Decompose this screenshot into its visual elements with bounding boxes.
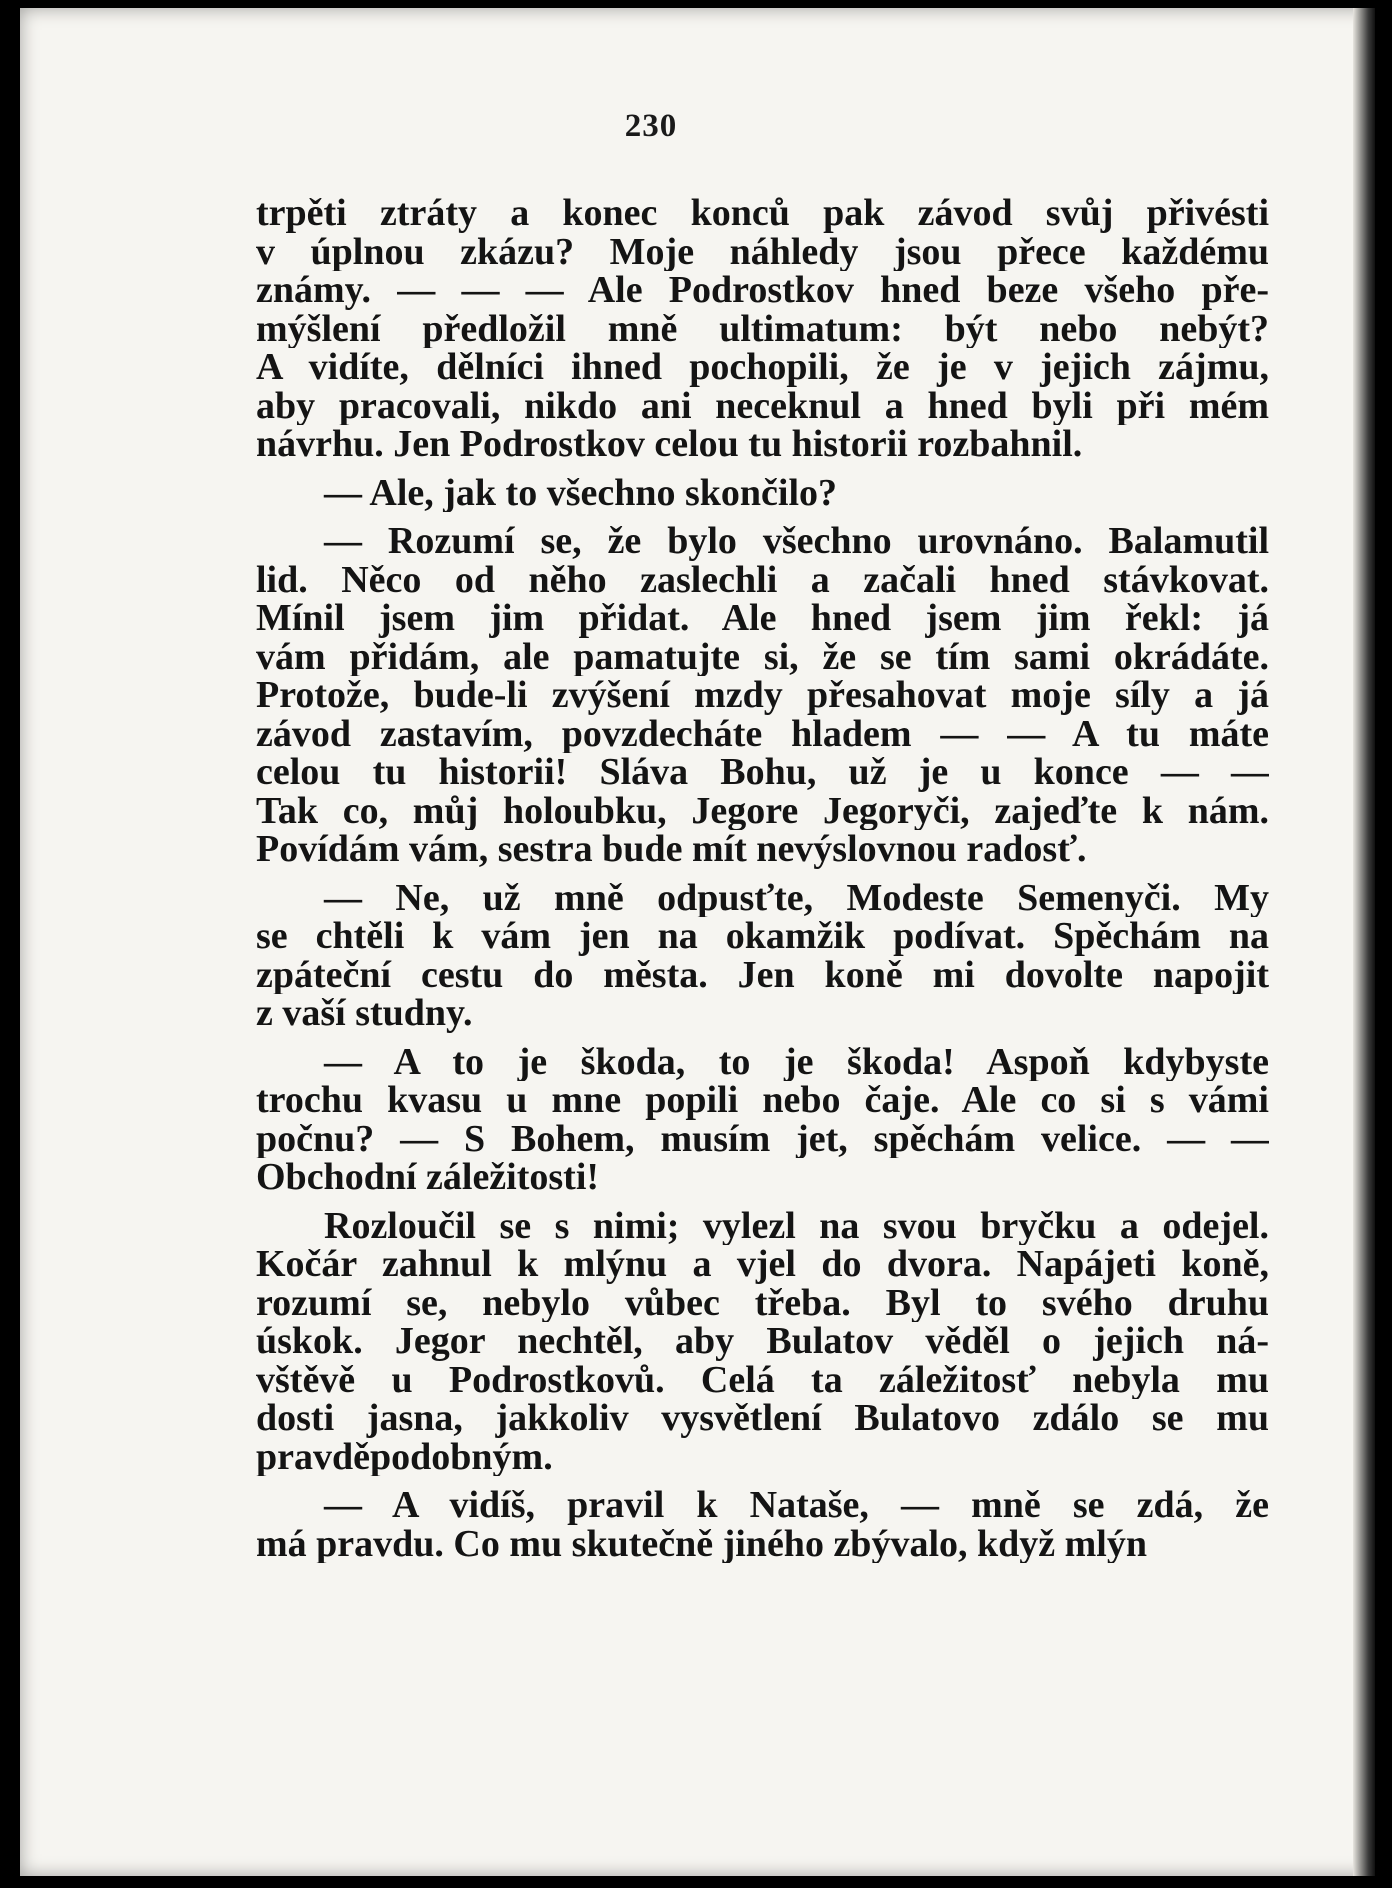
- text-line: návrhu. Jen Podrostkov celou tu historii rozbahnil.: [256, 425, 1083, 464]
- text-line: rozumí se, nebylo vůbec třeba. Byl to svého druhu: [256, 1283, 1269, 1322]
- paragraph: [256, 1486, 1269, 1563]
- text-line: aby pracovali, nikdo ani neceknul a hned byli při mém: [256, 386, 1269, 425]
- text-line: pravděpodobným.: [256, 1437, 553, 1476]
- text-line: Mínil jsem jim přidat. Ale hned jsem jim řekl: já: [256, 599, 1269, 638]
- text-line: A vidíte, dělníci ihned pochopili, že je v jejich zájmu,: [256, 348, 1269, 387]
- paragraph: [256, 194, 1269, 464]
- text-line: — Ne, už mně odpusťte, Modeste Semenyči. My: [324, 878, 1269, 917]
- text-line: zpáteční cestu do města. Jen koně mi dovolte napojit: [256, 955, 1269, 994]
- text-line: — Ale, jak to všechno skončilo?: [324, 473, 838, 512]
- text-line: — A vidíš, pravil k Nataše, — mně se zdá, že: [324, 1486, 1269, 1525]
- text-line: se chtěli k vám jen na okamžik podívat. Spěchám na: [256, 917, 1269, 956]
- text-line: — Rozumí se, že bylo všechno urovnáno. Balamutil: [324, 522, 1269, 561]
- page-edge-shadow: [1353, 8, 1375, 1876]
- text-line: Tak co, můj holoubku, Jegore Jegoryči, zajeďte k nám.: [256, 791, 1269, 830]
- text-line: lid. Něco od něho zaslechli a začali hned stávkovat.: [256, 560, 1269, 599]
- text-line: Kočár zahnul k mlýnu a vjel do dvora. Napájeti koně,: [256, 1245, 1269, 1284]
- text-line: vám přidám, ale pamatujte si, že se tím sami okrádáte.: [256, 637, 1269, 676]
- text-line: závod zastavím, povzdecháte hladem — — A tu máte: [256, 714, 1269, 753]
- text-line: má pravdu. Co mu skutečně jiného zbývalo, když mlýn: [256, 1524, 1147, 1563]
- paragraph: [256, 1043, 1269, 1197]
- text-line: vštěvě u Podrostkovů. Celá ta záležitosť nebyla mu: [256, 1360, 1269, 1399]
- paragraph: [256, 474, 1269, 513]
- text-line: v úplnou zkázu? Moje náhledy jsou přece každému: [256, 232, 1269, 271]
- text-line: mýšlení předložil mně ultimatum: být nebo nebýt?: [256, 309, 1269, 348]
- text-line: úskok. Jegor nechtěl, aby Bulatov věděl o jejich ná-: [256, 1322, 1269, 1361]
- text-line: Rozloučil se s nimi; vylezl na svou bryčku a odejel.: [324, 1206, 1269, 1245]
- page-number: 230: [624, 108, 678, 144]
- text-line: počnu? — S Bohem, musím jet, spěchám velice. — —: [256, 1119, 1269, 1158]
- paragraph: [256, 879, 1269, 1033]
- body-text: [256, 194, 1269, 1573]
- text-line: trochu kvasu u mne popili nebo čaje. Ale co si s vámi: [256, 1081, 1269, 1120]
- text-line: celou tu historii! Sláva Bohu, už je u konce — —: [256, 753, 1269, 792]
- text-line: dosti jasna, jakkoliv vysvětlení Bulatovo zdálo se mu: [256, 1399, 1269, 1438]
- paragraph: [256, 522, 1269, 869]
- text-line: — A to je škoda, to je škoda! Aspoň kdybyste: [324, 1042, 1269, 1081]
- paragraph: [256, 1207, 1269, 1477]
- text-line: Obchodní záležitosti!: [256, 1158, 600, 1197]
- text-line: Protože, bude-li zvýšení mzdy přesahovat moje síly a já: [256, 676, 1269, 715]
- text-line: z vaší studny.: [256, 994, 473, 1033]
- book-page: [20, 8, 1375, 1876]
- text-line: známy. — — — Ale Podrostkov hned beze všeho pře-: [256, 271, 1269, 310]
- text-line: Povídám vám, sestra bude mít nevýslovnou radosť.: [256, 830, 1087, 869]
- text-line: trpěti ztráty a konec konců pak závod svůj přivésti: [256, 194, 1269, 233]
